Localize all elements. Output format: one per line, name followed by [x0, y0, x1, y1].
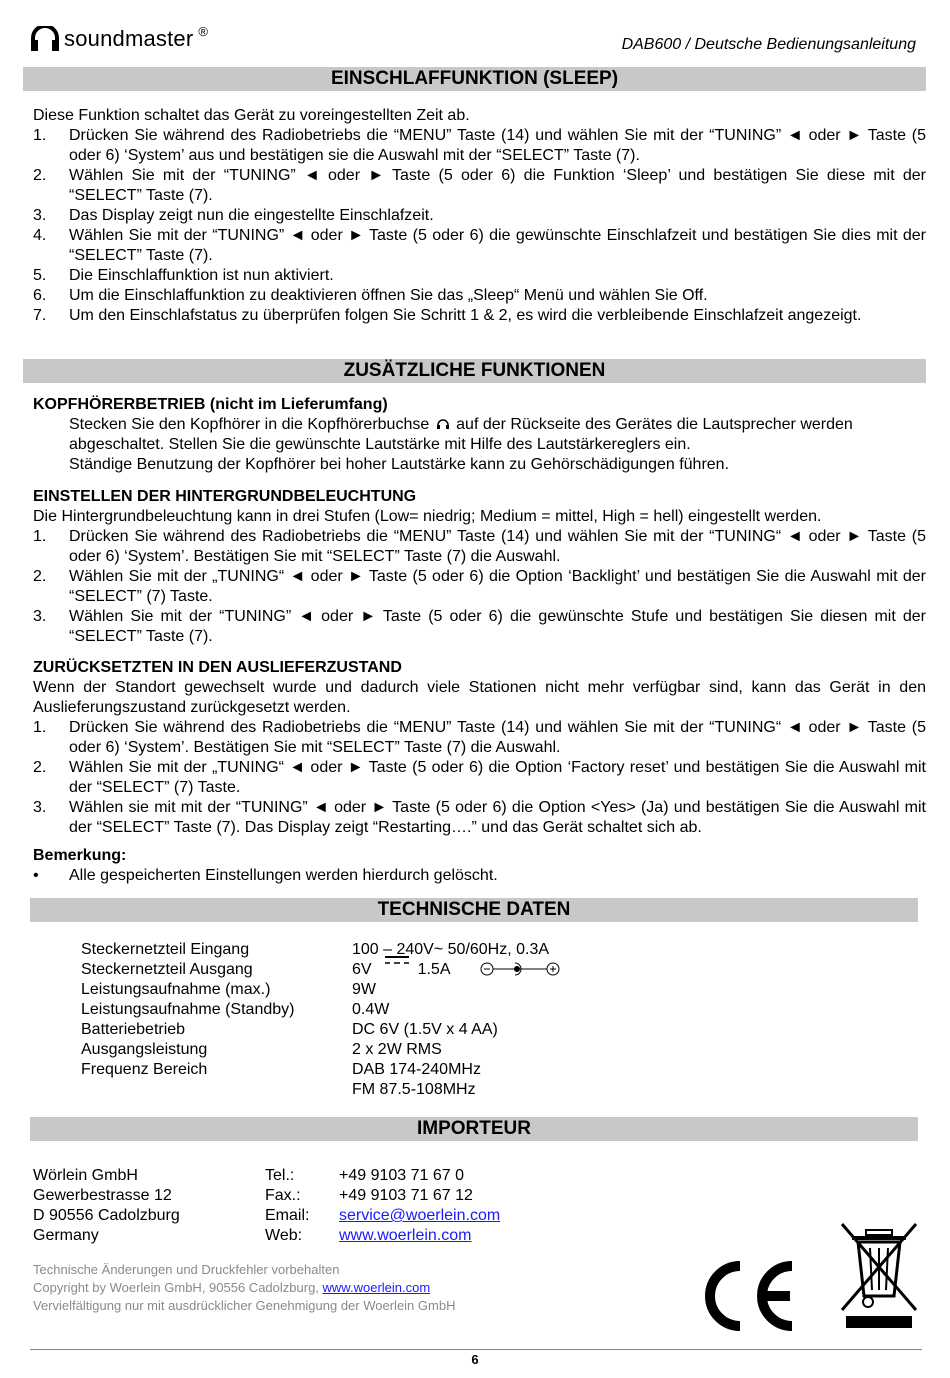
brand-logo [30, 23, 208, 52]
backlight-intro: Die Hintergrundbeleuchtung kann in drei Stufen (Low= niedrig; Medium = mittel, High = hell) eingestellt werden. [33, 508, 822, 525]
table-row: Wörlein GmbH Tel.: +49 9103 71 67 0 [33, 1167, 465, 1184]
table-row: D 90556 Cadolzburg Email: service@woerlein.com [33, 1207, 501, 1224]
page-number: 6 [471, 1352, 479, 1367]
reset-steps [33, 718, 926, 838]
footer-notes [33, 1261, 455, 1315]
table-row: Ausgangsleistung 2 x 2W RMS [81, 1041, 442, 1058]
footer-line-3: Vervielfältigung nur mit ausdrücklicher Genehmigung der Woerlein GmbH [33, 1298, 456, 1313]
table-row: Leistungsaufnahme (max.) 9W [81, 981, 376, 998]
brand-name: soundmaster [64, 26, 194, 51]
table-row: Batteriebetrieb DC 6V (1.5V x 4 AA) [81, 1021, 498, 1038]
footer-line-2: Copyright by Woerlein GmbH, 90556 Cadolzburg, www.woerlein.com [33, 1280, 431, 1295]
sleep-intro: Diese Funktion schaltet das Gerät zu voreingestellten Zeit ab. [33, 107, 470, 124]
soundmaster-logo-icon [30, 26, 60, 52]
footer-line-1: Technische Änderungen und Druckfehler vorbehalten [33, 1262, 340, 1277]
table-row: Steckernetzteil Ausgang 6V 1.5A [81, 960, 563, 980]
web-link[interactable]: www.woerlein.com [339, 1227, 472, 1244]
reset-heading: ZURÜCKSETZTEN IN DEN AUSLIEFERZUSTAND [33, 659, 402, 676]
section-title-sleep: EINSCHLAFFUNKTION (SLEEP) [23, 67, 926, 91]
list-item: 4. Wählen Sie mit der “TUNING” ◄ oder ► Taste (5 oder 6) die gewünschte Einschlafzeit und bestätigen Sie dies mit der “SELECT” Taste (7). [33, 227, 926, 264]
list-item: 6. Um die Einschlaffunktion zu deaktivieren öffnen Sie das „Sleep“ Menü und wählen Sie Off. [33, 287, 708, 304]
list-item: 1. Drücken Sie während des Radiobetriebs die “MENU” Taste (14) und wählen Sie mit der “TUNING“ ◄ oder ► Taste (5 oder 6) ‘System’. Bestätigen Sie mit “SELECT” Taste (7) die Auswahl. [33, 719, 926, 756]
polarity-icon [479, 960, 563, 978]
footer-web-link[interactable]: www.woerlein.com [322, 1280, 431, 1295]
spec-table [81, 940, 563, 1100]
note-text: Alle gespeicherten Einstellungen werden hierdurch gelöscht. [69, 867, 498, 884]
table-row: Frequenz Bereich DAB 174-240MHz [81, 1061, 481, 1078]
table-row: FM 87.5-108MHz [352, 1081, 476, 1098]
sleep-steps [33, 126, 926, 326]
list-item: 3. Wählen sie mit mit der “TUNING” ◄ oder ► Taste (5 oder 6) die Option <Yes> (Ja) und bestätigen Sie die Auswahl mit der “SELECT” Taste (7). Das Display zeigt “Restarting….” und das Gerät schaltet sich ab. [33, 799, 926, 836]
list-item: 5. Die Einschlaffunktion ist nun aktiviert. [33, 267, 334, 284]
list-item: 2. Wählen Sie mit der “TUNING” ◄ oder ► Taste (5 oder 6) die Funktion ‘Sleep’ und bestätigen Sie diese mit der “SELECT” Taste (7). [33, 167, 926, 204]
headphone-heading: KOPFHÖRERBETRIEB (nicht im Lieferumfang) [33, 396, 388, 413]
weee-bin-icon [836, 1218, 922, 1330]
list-item: 3. Das Display zeigt nun die eingestellte Einschlafzeit. [33, 207, 434, 224]
list-item: 1. Drücken Sie während des Radiobetriebs die “MENU” Taste (14) und wählen Sie mit der “TUNING“ ◄ oder ► Taste (5 oder 6) ‘System’. Bestätigen Sie mit “SELECT” Taste (7) die Auswahl. [33, 528, 926, 565]
headphone-text: Stecken Sie den Kopfhörer in die Kopfhörerbuchse auf der Rückseite des Gerätes die Lautsprecher werden abgeschaltet. Stellen Sie die gewünschte Lautstärke mit Hilfe des Lautstärkereglers ein. [69, 416, 853, 453]
document-title: DAB600 / Deutsche Bedienungsanleitung [621, 36, 916, 53]
note-bullet: • [33, 867, 39, 884]
list-item: 2. Wählen Sie mit der „TUNING“ ◄ oder ► Taste (5 oder 6) die Option ‘Factory reset’ und bestätigen Sie die Auswahl mit der “SELECT” (7) Taste. [33, 759, 926, 796]
list-item: 1. Drücken Sie während des Radiobetriebs die “MENU” Taste (14) und wählen Sie mit der “TUNING” ◄ oder ► Taste (5 oder 6) ‘System’ aus und bestätigen sie die Auswahl mit der “SELECT” Taste (7). [33, 127, 926, 164]
footer-divider [30, 1349, 922, 1350]
section-title-importer: IMPORTEUR [30, 1117, 918, 1141]
backlight-steps [33, 527, 926, 647]
note-heading: Bemerkung: [33, 847, 127, 864]
importer-contact [33, 1166, 500, 1246]
table-row: Leistungsaufnahme (Standby) 0.4W [81, 1001, 390, 1018]
table-row: Germany Web: www.woerlein.com [33, 1227, 472, 1244]
backlight-heading: EINSTELLEN DER HINTERGRUNDBELEUCHTUNG [33, 488, 417, 505]
section-title-tech: TECHNISCHE DATEN [30, 898, 918, 922]
registered-mark: ® [198, 23, 208, 39]
list-item: 7. Um den Einschlafstatus zu überprüfen folgen Sie Schritt 1 & 2, es wird die verbleibende Einschlafzeit angezeigt. [33, 307, 862, 324]
list-item: 2. Wählen Sie mit der „TUNING“ ◄ oder ► Taste (5 oder 6) die Option ‘Backlight’ und bestätigen Sie die Auswahl mit der “SELECT” (7) Taste. [33, 568, 926, 605]
ce-mark-icon [700, 1260, 800, 1332]
table-row: Steckernetzteil Eingang 100 – 240V~ 50/60Hz, 0.3A [81, 941, 550, 958]
reset-intro: Wenn der Standort gewechselt wurde und dadurch viele Stationen nicht mehr verfügbar sind, kann das Gerät in den Auslieferungszustand zurückgesetzt werden. [33, 679, 926, 716]
section-title-extra: ZUSÄTZLICHE FUNKTIONEN [23, 359, 926, 383]
headphone-warning: Ständige Benutzung der Kopfhörer bei hoher Lautstärke kann zu Gehörschädigungen führen. [69, 456, 730, 473]
headphone-icon [436, 418, 450, 430]
email-link[interactable]: service@woerlein.com [339, 1207, 501, 1224]
dc-symbol-icon [383, 951, 411, 971]
table-row: Gewerbestrasse 12 Fax.: +49 9103 71 67 12 [33, 1187, 473, 1204]
list-item: 3. Wählen Sie mit der “TUNING” ◄ oder ► Taste (5 oder 6) die gewünschte Stufe und bestätigen Sie diesen mit der “SELECT” Taste (7). [33, 608, 926, 645]
